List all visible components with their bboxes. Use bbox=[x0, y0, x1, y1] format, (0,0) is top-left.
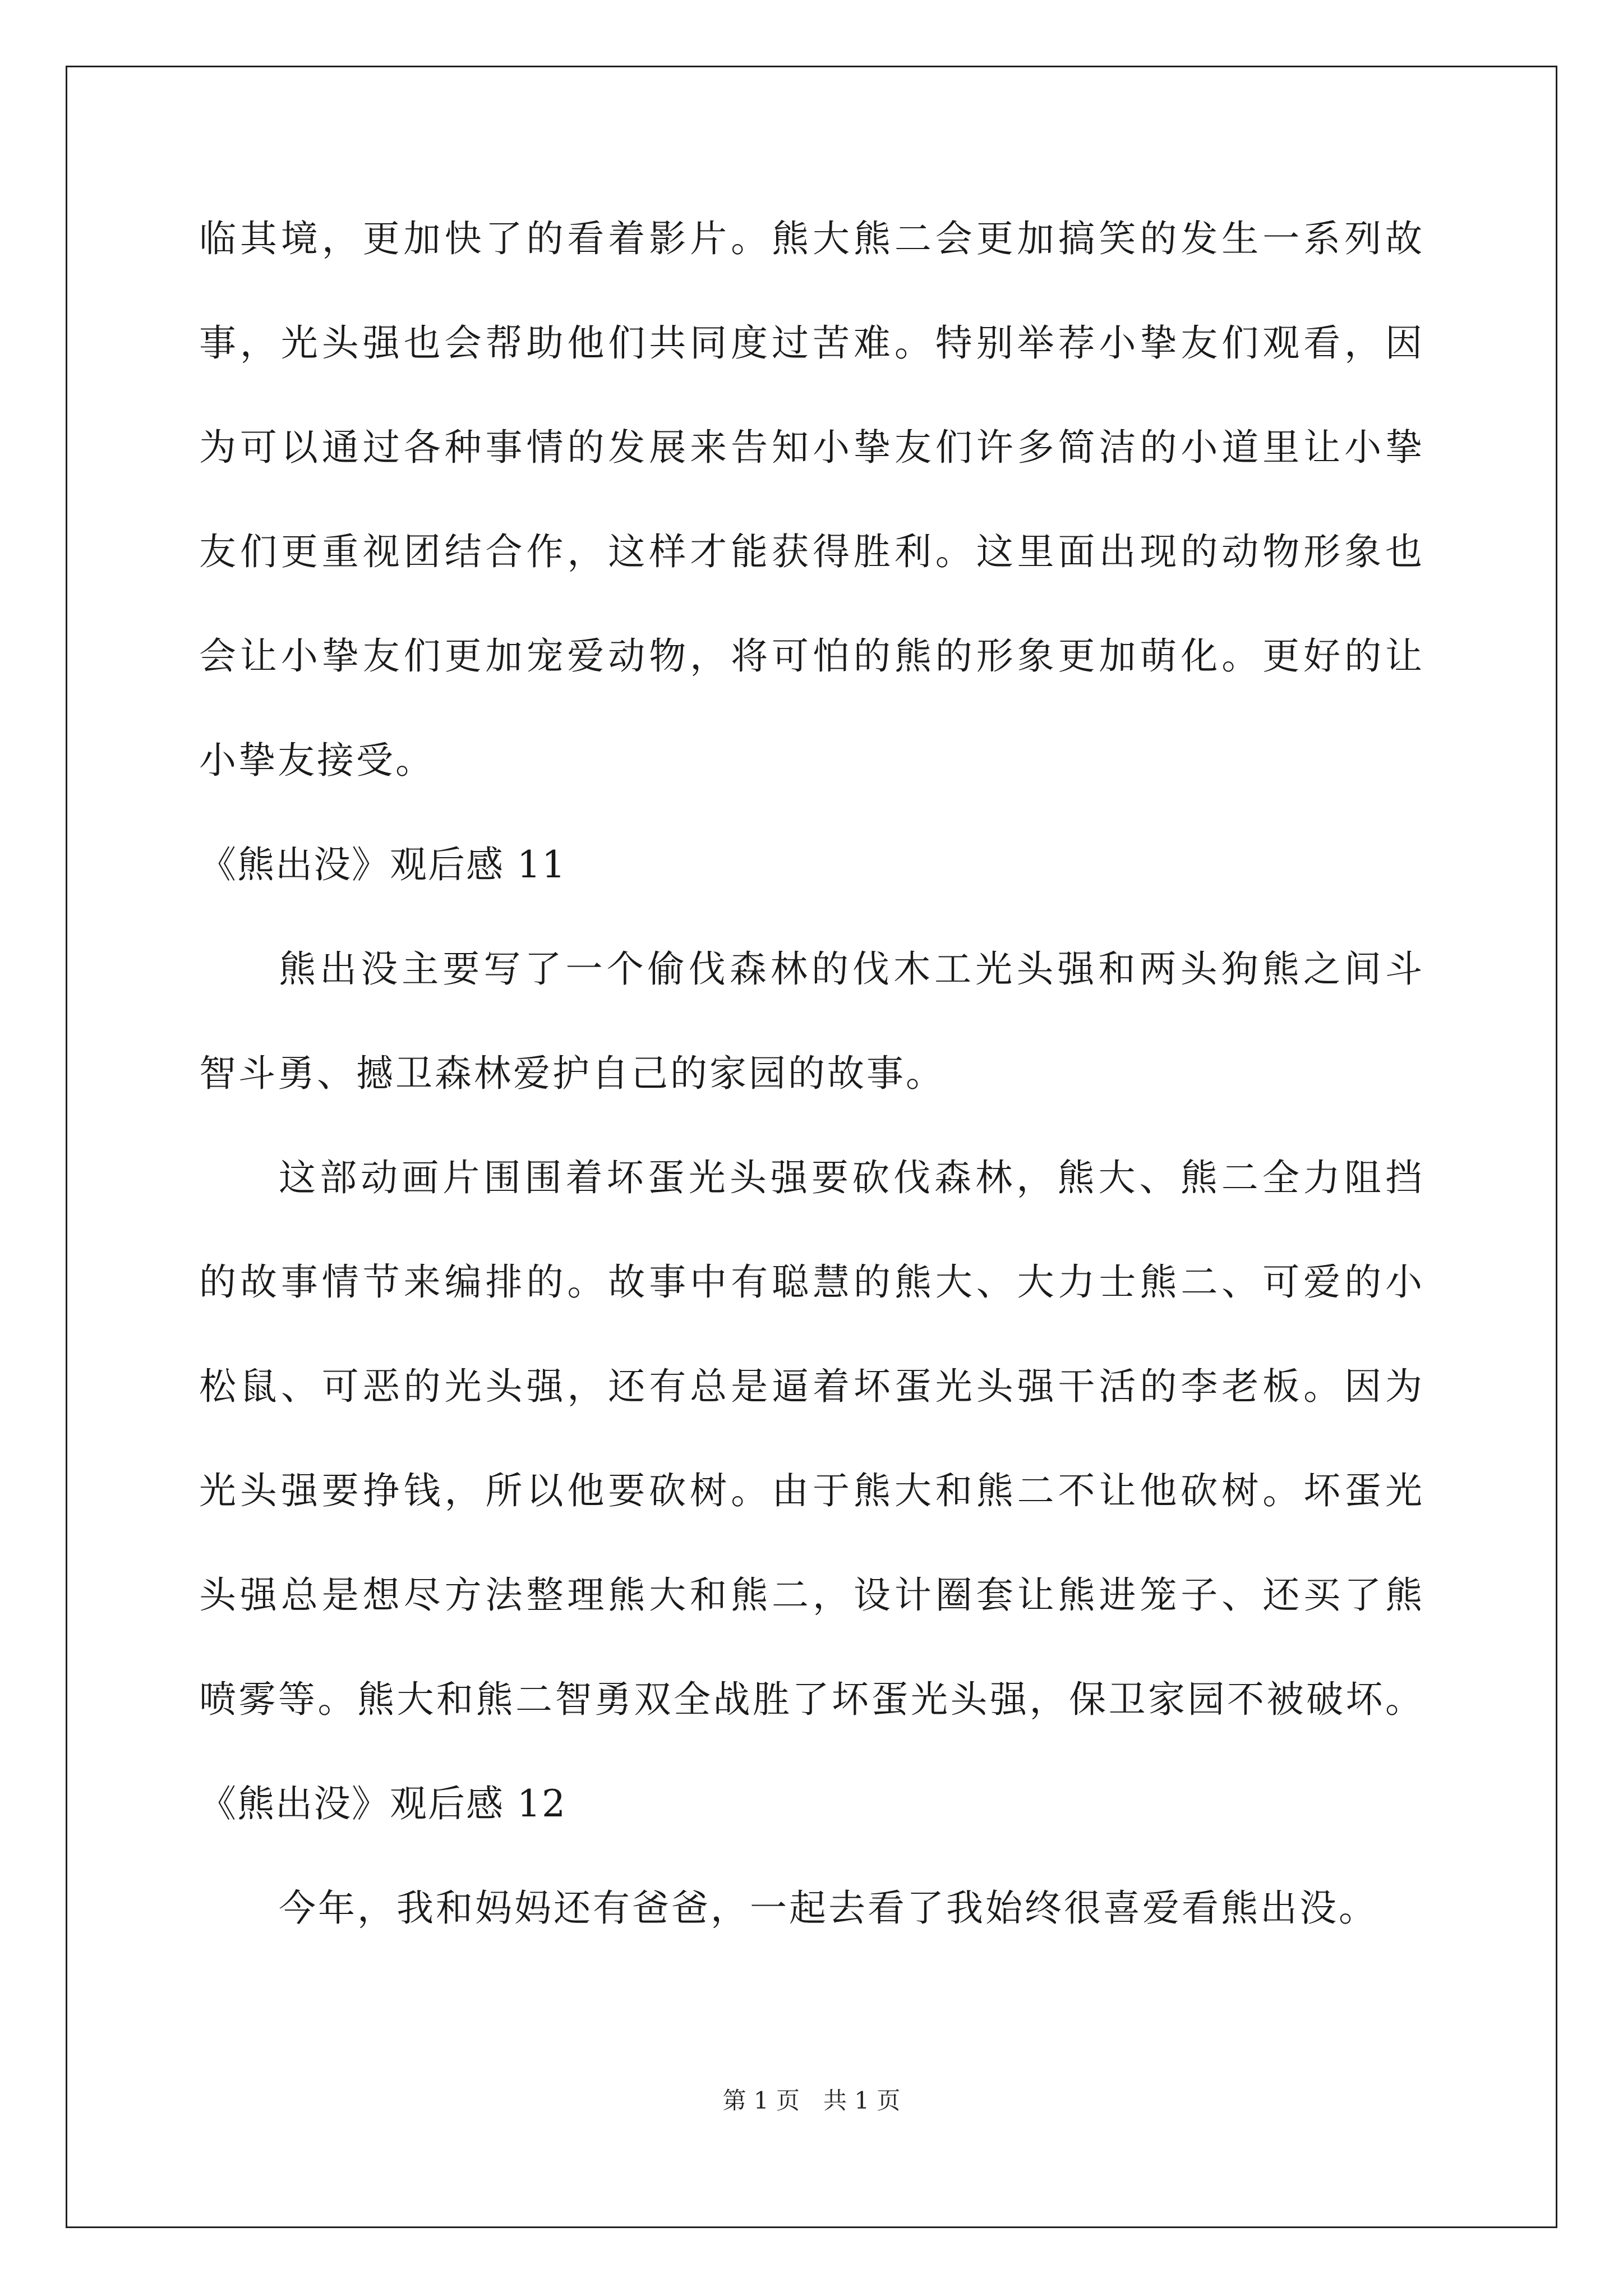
text-line: 头强总是想尽方法整理熊大和熊二，设计圈套让熊进笼子、还买了熊 bbox=[199, 1573, 1424, 1617]
paragraph-first-line: 熊出没主要写了一个偷伐森林的伐木工光头强和两头狗熊之间斗 bbox=[279, 947, 1424, 991]
text-line: 会让小挚友们更加宠爱动物，将可怕的熊的形象更加萌化。更好的让 bbox=[199, 634, 1424, 678]
text-line: 临其境，更加快了的看着影片。熊大熊二会更加搞笑的发生一系列故 bbox=[199, 217, 1424, 260]
text-line: 松鼠、可恶的光头强，还有总是逼着坏蛋光头强干活的李老板。因为 bbox=[199, 1365, 1424, 1408]
text-line: 的故事情节来编排的。故事中有聪慧的熊大、大力士熊二、可爱的小 bbox=[199, 1260, 1424, 1304]
text-line: 事，光头强也会帮助他们共同度过苦难。特别举荐小挚友们观看，因 bbox=[199, 321, 1424, 365]
section-heading: 《熊出没》观后感 11 bbox=[199, 843, 566, 886]
document-body bbox=[199, 213, 1424, 1987]
text-line: 光头强要挣钱，所以他要砍树。由于熊大和熊二不让他砍树。坏蛋光 bbox=[199, 1469, 1424, 1512]
text-line: 小挚友接受。 bbox=[199, 739, 435, 782]
text-line: 智斗勇、撼卫森林爱护自己的家园的故事。 bbox=[199, 1052, 945, 1095]
page-footer: 第 1 页 共 1 页 bbox=[722, 2087, 901, 2114]
paragraph-first-line: 这部动画片围围着坏蛋光头强要砍伐森林，熊大、熊二全力阻挡 bbox=[279, 1156, 1424, 1199]
paragraph-first-line: 今年，我和妈妈还有爸爸，一起去看了我始终很喜爱看熊出没。 bbox=[279, 1887, 1378, 1930]
text-line: 友们更重视团结合作，这样才能获得胜利。这里面出现的动物形象也 bbox=[199, 530, 1424, 573]
section-heading: 《熊出没》观后感 12 bbox=[199, 1782, 566, 1825]
text-line: 喷雾等。熊大和熊二智勇双全战胜了坏蛋光头强，保卫家园不被破坏。 bbox=[199, 1678, 1424, 1721]
text-line: 为可以通过各种事情的发展来告知小挚友们许多简洁的小道里让小挚 bbox=[199, 426, 1424, 469]
